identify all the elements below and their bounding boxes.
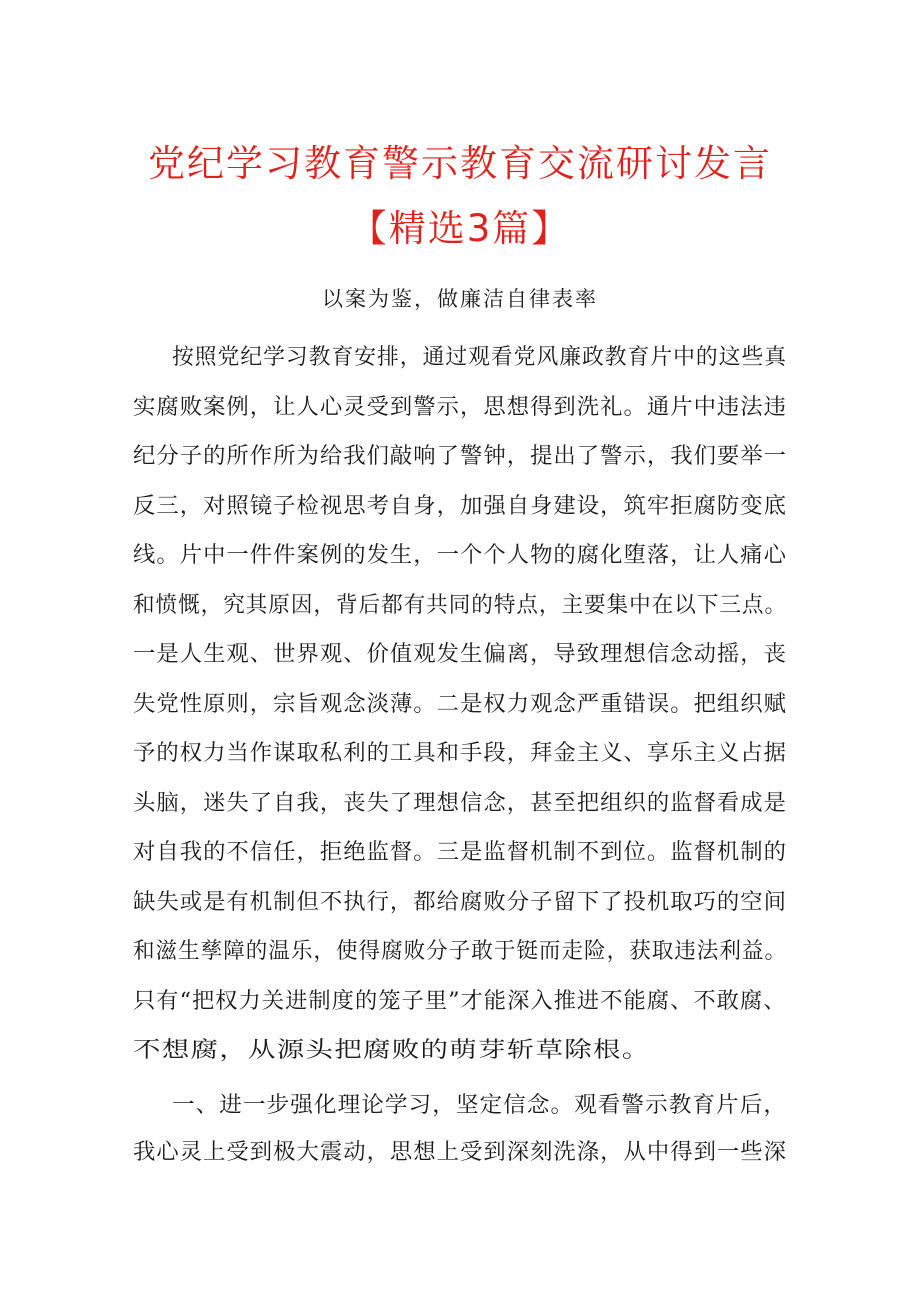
paragraph-line: 对自我的不信任，拒绝监督。三是监督机制不到位。监督机制的	[133, 840, 788, 865]
paragraph-line: 线。片中一件件案例的发生，一个个人物的腐化堕落，让人痛心	[133, 543, 788, 568]
document-title: 党纪学习教育警示教育交流研讨发言	[148, 142, 772, 185]
paragraph-line: 一是人生观、世界观、价值观发生偏离，导致理想信念动摇，丧	[133, 642, 788, 667]
paragraph-line: 予的权力当作谋取私利的工具和手段，拜金主义、享乐主义占据	[133, 741, 788, 766]
paragraph-line: 纪分子的所作所为给我们敲响了警钟，提出了警示，我们要举一	[133, 444, 788, 469]
section-subtitle: 以案为鉴，做廉洁自律表率	[322, 287, 598, 311]
document-title-suffix: 【精选3篇】	[349, 207, 571, 250]
paragraph-line: 我心灵上受到极大震动，思想上受到深刻洗涤，从中得到一些深	[133, 1140, 788, 1165]
paragraph-line: 一、进一步强化理论学习，坚定信念。观看警示教育片后，	[172, 1093, 788, 1118]
paragraph-line: 按照党纪学习教育安排，通过观看党风廉政教育片中的这些真	[172, 345, 788, 370]
paragraph-line: 只有“把权力关进制度的笼子里”才能深入推进不能腐、不敢腐、	[133, 988, 787, 1014]
paragraph-line: 头脑，迷失了自我，丧失了理想信念，甚至把组织的监督看成是	[133, 790, 788, 816]
paragraph-line: 和滋生孳障的温乐，使得腐败分子敢于铤而走险，获取违法利益。	[133, 939, 788, 964]
paragraph-line: 不想腐，从源头把腐败的萌芽斩草除根。	[133, 1038, 651, 1063]
paragraph-line: 缺失或是有机制但不执行，都给腐败分子留下了投机取巧的空间	[133, 889, 788, 915]
paragraph-line: 反三，对照镜子检视思考自身，加强自身建设，筑牢拒腐防变底	[133, 493, 788, 519]
paragraph-line: 实腐败案例，让人心灵受到警示，思想得到洗礼。通片中违法违	[133, 394, 788, 420]
paragraph-line: 失党性原则，宗旨观念淡薄。二是权力观念严重错误。把组织赋	[133, 691, 788, 717]
paragraph-line: 和愤慨，究其原因，背后都有共同的特点，主要集中在以下三点。	[133, 592, 788, 618]
